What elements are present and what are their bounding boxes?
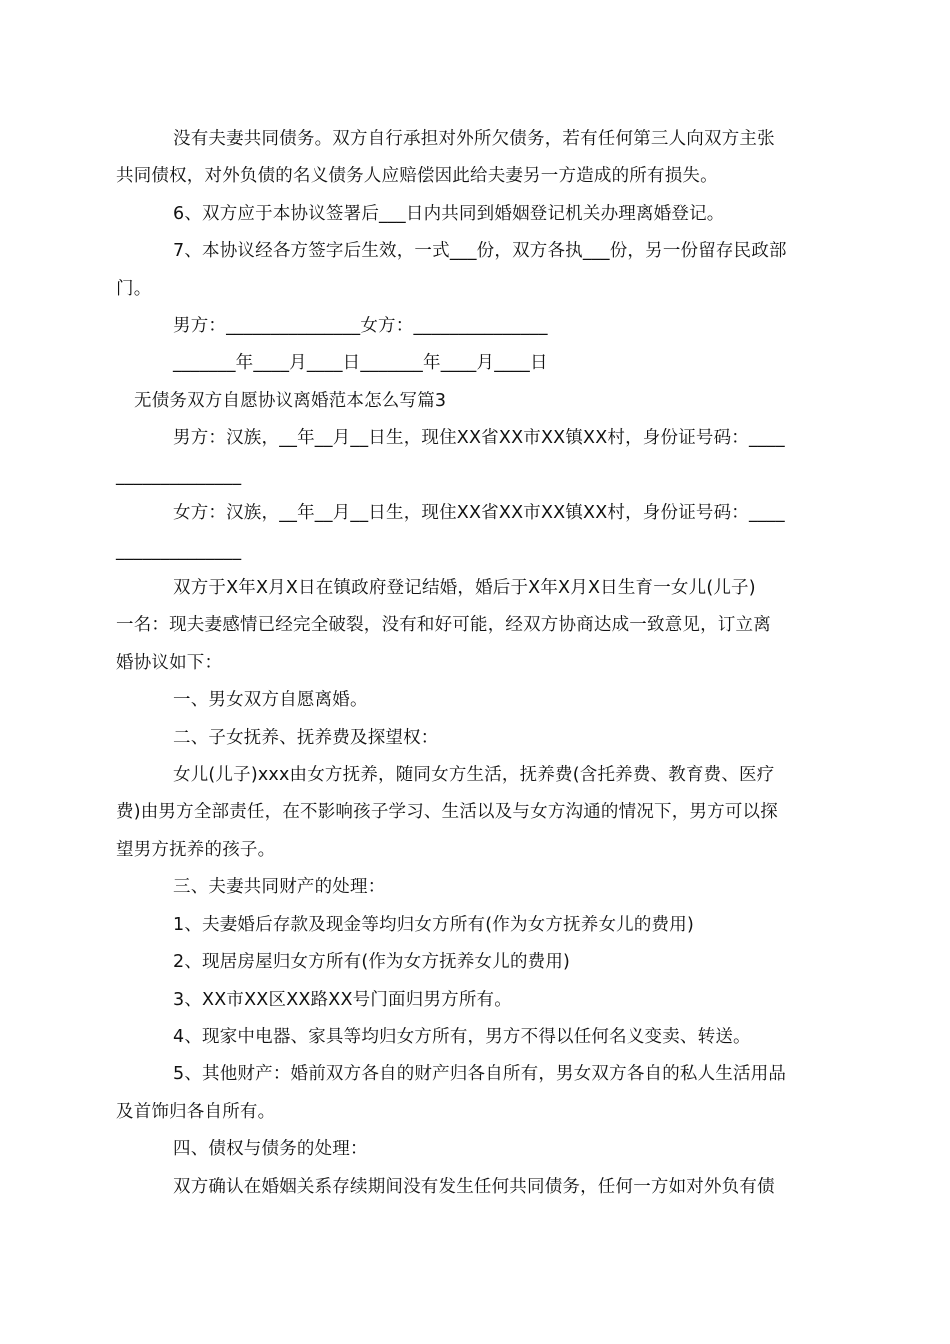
paragraph-line: ______________ <box>116 541 242 561</box>
paragraph-line: 双方于X年X月X日在镇政府登记结婚，婚后于X年X月X日生育一女儿(儿子) <box>173 578 756 598</box>
paragraph-line: 一、男女双方自愿离婚。 <box>173 690 368 710</box>
date-line: _______年____月____日_______年____月____日 <box>173 353 548 373</box>
paragraph-line: 门。 <box>116 279 152 299</box>
paragraph-line: 没有夫妻共同债务。双方自行承担对外所欠债务，若有任何第三人向双方主张 <box>173 129 775 149</box>
paragraph-line: 及首饰归各自所有。 <box>116 1102 276 1122</box>
paragraph-line: 婚协议如下： <box>116 653 223 673</box>
paragraph-line: 女方：汉族，__年__月__日生，现住XX省XX市XX镇XX村，身份证号码：____ <box>173 503 785 523</box>
signature-line: 男方：_______________女方：_______________ <box>173 316 548 336</box>
paragraph-line: 四、债权与债务的处理： <box>173 1139 368 1159</box>
paragraph-line: ______________ <box>116 466 242 486</box>
paragraph-line: 双方确认在婚姻关系存续期间没有发生任何共同债务，任何一方如对外负有债 <box>173 1177 775 1197</box>
paragraph-line: 6、双方应于本协议签署后___日内共同到婚姻登记机关办理离婚登记。 <box>173 204 725 224</box>
paragraph-line: 4、现家中电器、家具等均归女方所有，男方不得以任何名义变卖、转送。 <box>173 1027 751 1047</box>
paragraph-line: 二、子女抚养、抚养费及探望权： <box>173 728 439 748</box>
paragraph-line: 3、XX市XX区XX路XX号门面归男方所有。 <box>173 990 512 1010</box>
paragraph-line: 三、夫妻共同财产的处理： <box>173 877 386 897</box>
paragraph-line: 费)由男方全部责任，在不影响孩子学习、生活以及与女方沟通的情况下，男方可以探 <box>116 802 778 822</box>
paragraph-line: 男方：汉族，__年__月__日生，现住XX省XX市XX镇XX村，身份证号码：____ <box>173 428 785 448</box>
paragraph-line: 2、现居房屋归女方所有(作为女方抚养女儿的费用) <box>173 952 571 972</box>
paragraph-line: 1、夫妻婚后存款及现金等均归女方所有(作为女方抚养女儿的费用) <box>173 915 694 935</box>
paragraph-line: 女儿(儿子)xxx由女方抚养，随同女方生活，抚养费(含托养费、教育费、医疗 <box>173 765 775 785</box>
paragraph-line: 5、其他财产：婚前双方各自的财产归各自所有，男女双方各自的私人生活用品 <box>173 1064 787 1084</box>
paragraph-line: 7、本协议经各方签字后生效，一式___份，双方各执___份，另一份留存民政部 <box>173 241 787 261</box>
paragraph-line: 一名：现夫妻感情已经完全破裂，没有和好可能，经双方协商达成一致意见，订立离 <box>116 615 771 635</box>
paragraph-line: 共同债权，对外负债的名义债务人应赔偿因此给夫妻另一方造成的所有损失。 <box>116 166 718 186</box>
section-title: 无债务双方自愿协议离婚范本怎么写篇3 <box>134 391 447 411</box>
paragraph-line: 望男方抚养的孩子。 <box>116 840 276 860</box>
